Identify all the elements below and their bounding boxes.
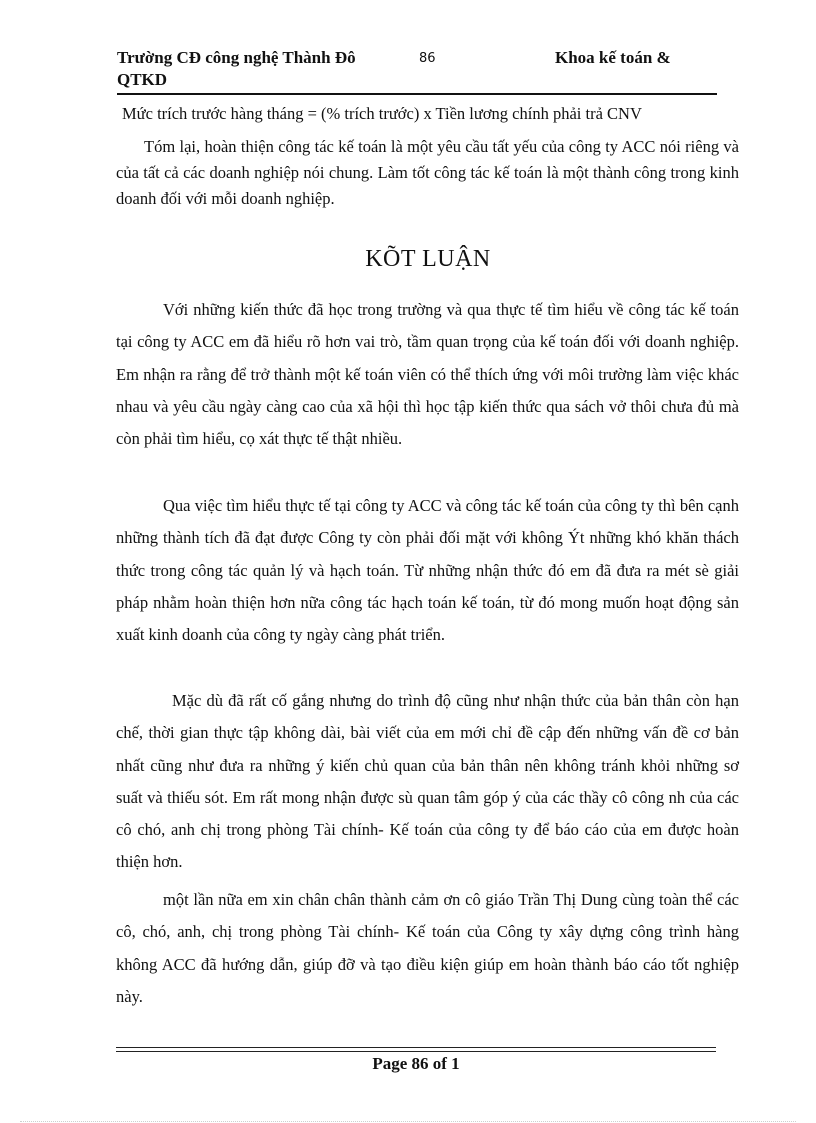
conclusion-paragraph-3: Mặc dù đã rất cố gắng nhưng do trình độ cũng như nhận thức của bản thân còn hạn chế, thời gian thực tập không dài, bài viết của em mới chỉ đề cập đến những vấn đề cơ bản nhất cũng như đưa ra những ý kiến chủ quan của bản thân nên không tránh khỏi những sơ suất và thiếu sót. Em rất mong nhận được sù quan tâm góp ý của các thầy cô công nh của các cô chó, anh chị trong phòng Tài chính- Kế toán của công ty để báo cáo của em được hoàn thiện hơn. xyxy=(116,691,739,872)
conclusion-paragraph-4: một lần nữa em xin chân chân thành cảm ơn cô giáo Trần Thị Dung cùng toàn thể các cô, chó, anh, chị trong phòng Tài chính- Kế toán của Công ty xây dựng công trình hàng không ACC đã hướng dẫn, giúp đỡ và tạo điều kiện giúp em hoàn thành báo cáo tốt nghiệp này. xyxy=(116,890,739,1006)
page-header xyxy=(117,47,717,97)
accrual-formula: Mức trích trước hàng tháng = (% trích trước) x Tiền lương chính phải trả CNV xyxy=(122,104,642,123)
header-divider xyxy=(117,93,717,95)
section-title: KÕT LUẬN xyxy=(365,246,491,272)
page-edge-divider xyxy=(20,1121,796,1122)
footer-divider-bottom xyxy=(116,1051,716,1052)
summary-paragraph: Tóm lại, hoàn thiện công tác kế toán là một yêu cầu tất yếu của công ty ACC nói riêng và của tất cả các doanh nghiệp nói chung. Làm tốt công tác kế toán là một thành công trong kinh doanh đối với mỗi doanh nghiệp. xyxy=(116,137,739,208)
school-name: Trường CĐ công nghệ Thành Đô QTKD xyxy=(117,48,356,89)
header-page-number: 86 xyxy=(419,51,436,66)
footer-divider-top xyxy=(116,1047,716,1048)
department-name: Khoa kế toán & xyxy=(555,48,671,67)
page-footer-label: Page 86 of 1 xyxy=(372,1054,460,1073)
conclusion-paragraph-1: Với những kiến thức đã học trong trường và qua thực tế tìm hiểu về công tác kế toán tại công ty ACC em đã hiểu rõ hơn vai trò, tầm quan trọng của kế toán đối với doanh nghiệp. Em nhận ra rằng để trở thành một kế toán viên có thể thích ứng với môi trường làm việc khác nhau và yêu cầu ngày càng cao của xã hội thì học tập kiến thức qua sách vở thôi chưa đủ mà còn phải tìm hiểu, cọ xát thực tế thật nhiều. xyxy=(116,300,739,449)
conclusion-paragraph-2: Qua việc tìm hiểu thực tế tại công ty ACC và công tác kế toán của công ty thì bên cạnh những thành tích đã đạt được Công ty còn phải đối mặt với không Ýt những khó khăn thách thức trong công tác quản lý và hạch toán. Từ những nhận thức đó em đã đưa ra mét sè giải pháp nhằm hoàn thiện hơn nữa công tác hạch toán kế toán, từ đó mong muốn hoạt động sản xuất kinh doanh của công ty ngày càng phát triển. xyxy=(116,496,739,645)
